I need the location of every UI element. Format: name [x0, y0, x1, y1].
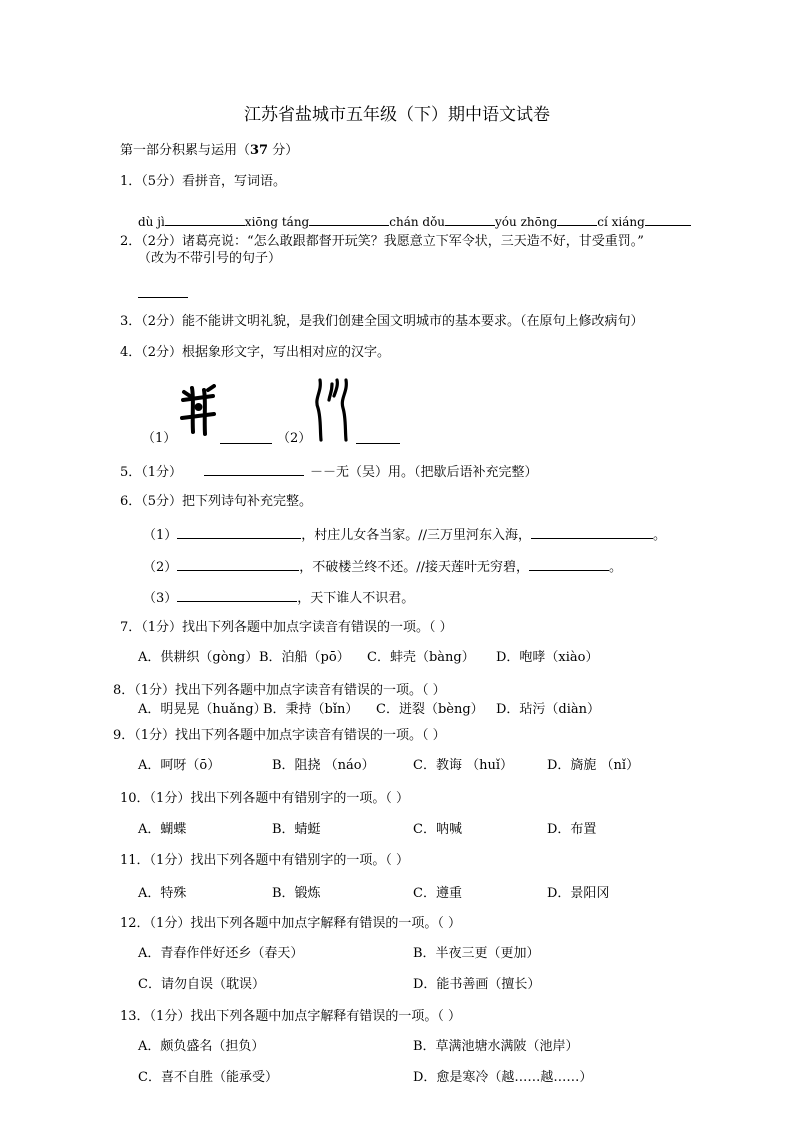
- q7-option-a[interactable]: [138, 650, 258, 666]
- q10-option-b[interactable]: B．蜻蜓: [272, 822, 321, 837]
- q1-pinyin-row: [138, 212, 691, 230]
- q11-option-d[interactable]: D．景阳冈: [547, 886, 610, 901]
- q8-option-c[interactable]: C．迸裂（bèng）: [376, 702, 484, 717]
- q6-label-1: （1）: [143, 528, 178, 543]
- q13-stem: 13．（1分）找出下列各题中加点字解释有错误的一项。（ ）: [120, 1009, 461, 1024]
- q6-mid-3: ，天下谁人不识君。: [297, 591, 415, 606]
- q4-stem: 4．（2分）根据象形文字，写出相对应的汉字。: [120, 345, 391, 360]
- q12-stem: 12．（1分）找出下列各题中加点字解释有错误的一项。（ ）: [120, 916, 461, 931]
- q7-stem: 7．（1分）找出下列各题中加点字读音有错误的一项。（ ）: [120, 620, 453, 635]
- q8-stem: 8．（1分）找出下列各题中加点字读音有错误的一项。（ ）: [113, 683, 446, 698]
- q11-option-b[interactable]: B．锻炼: [272, 886, 321, 901]
- q6-line-3: [143, 588, 414, 607]
- answer-blank[interactable]: [445, 212, 495, 226]
- q9-option-c[interactable]: C．教诲 （huǐ）: [413, 758, 513, 773]
- q13-option-b[interactable]: B．草满池塘水满陂（池岸）: [413, 1039, 579, 1054]
- q6-end-1: 。: [653, 528, 667, 543]
- q12-option-d[interactable]: D．能书善画（擅长）: [413, 977, 541, 992]
- q1-pinyin-1: dù jì: [138, 215, 165, 229]
- q9-stem: 9．（1分）找出下列各题中加点字读音有错误的一项。（ ）: [113, 728, 446, 743]
- section-suffix: 分）: [268, 143, 299, 158]
- q9-option-d[interactable]: D．旖旎 （nǐ）: [547, 758, 640, 773]
- q6-line-2: [143, 557, 622, 576]
- q1-pinyin-5: cí xiáng: [597, 215, 645, 229]
- answer-blank[interactable]: [220, 430, 272, 444]
- q13-option-a[interactable]: A．颇负盛名（担负）: [138, 1039, 265, 1054]
- ancient-jing-glyph-icon: [180, 384, 216, 438]
- answer-blank[interactable]: [529, 557, 609, 571]
- q6-mid-2: ，不破楼兰终不还。//接天莲叶无穷碧，: [299, 560, 530, 575]
- q6-mid-1: ，村庄儿女各当家。//三万里河东入海，: [301, 528, 532, 543]
- q11-option-a[interactable]: A．特殊: [138, 886, 187, 901]
- section-prefix: 第一部分积累与运用（: [120, 143, 251, 158]
- q13-option-c[interactable]: C．喜不自胜（能承受）: [138, 1070, 278, 1085]
- answer-blank[interactable]: [165, 212, 245, 226]
- q1-stem: 1．（5分）看拼音，写词语。: [120, 174, 287, 189]
- q9-option-a[interactable]: A．呵呀（ō）: [138, 758, 221, 773]
- exam-title: 江苏省盐城市五年级（下）期中语文试卷: [244, 105, 550, 125]
- q6-label-3: （3）: [143, 591, 178, 606]
- q12-option-c[interactable]: C．请勿自误（耽误）: [138, 977, 265, 992]
- q5-rest: －－无（吴）用。（把歇后语补充完整）: [310, 465, 538, 480]
- answer-blank[interactable]: [557, 212, 597, 226]
- answer-blank[interactable]: [177, 525, 301, 539]
- q4-label-2: （2）: [277, 431, 312, 446]
- q7-a-text: A．供耕织（: [138, 650, 213, 665]
- section-score: 37: [250, 143, 269, 158]
- answer-blank[interactable]: [204, 462, 304, 476]
- q6-end-2: 。: [609, 560, 623, 575]
- q9-option-b[interactable]: B．阻挠 （náo）: [272, 758, 375, 773]
- answer-blank[interactable]: [309, 212, 389, 226]
- q6-stem: 6．（5分）把下列诗句补充完整。: [120, 494, 313, 509]
- section-heading: [120, 143, 298, 159]
- q4-label-1: （1）: [142, 431, 177, 446]
- q10-stem: 10．（1分）找出下列各题中有错别字的一项。（ ）: [120, 791, 409, 806]
- q1-pinyin-2: xiōng táng: [244, 215, 310, 229]
- q8-option-b[interactable]: B．秉持（bǐn）: [263, 702, 359, 717]
- ancient-chuan-glyph-icon: [310, 378, 354, 442]
- q6-line-1: [143, 525, 666, 544]
- answer-blank[interactable]: [356, 430, 400, 444]
- q1-pinyin-4: yóu zhōng: [495, 215, 558, 229]
- q12-option-a[interactable]: A．青春作伴好还乡（春天）: [138, 946, 304, 961]
- q10-option-d[interactable]: D．布置: [547, 822, 597, 837]
- q2-note: （改为不带引号的句子）: [138, 251, 282, 266]
- q10-option-a[interactable]: A．蝴蝶: [138, 822, 187, 837]
- answer-blank[interactable]: [645, 212, 691, 226]
- q10-option-c[interactable]: C．呐喊: [413, 822, 462, 837]
- answer-blank[interactable]: [177, 557, 299, 571]
- answer-blank[interactable]: [138, 284, 188, 298]
- q12-option-b[interactable]: B．半夜三更（更加）: [413, 946, 540, 961]
- q6-label-2: （2）: [143, 560, 178, 575]
- q7-a-close: ）: [245, 650, 259, 665]
- q2-stem: 2．（2分）诸葛亮说：“怎么敢跟都督开玩笑？我愿意立下军令状，三天造不好，甘受重罚。”: [120, 234, 644, 249]
- q1-pinyin-3: chán dǒu: [389, 215, 446, 229]
- q5-num: 5．（1分）: [120, 465, 183, 480]
- q7-option-c[interactable]: C．蚌壳（bàng）: [367, 650, 475, 665]
- q13-option-d[interactable]: D．愈是寒冷（越……越……）: [413, 1070, 593, 1085]
- answer-blank[interactable]: [531, 525, 653, 539]
- q7-option-d[interactable]: D．咆哮（xiào）: [496, 650, 599, 665]
- q11-option-c[interactable]: C．遵重: [413, 886, 462, 901]
- q7-a-pinyin: gòng: [212, 650, 246, 665]
- q5-line: [120, 462, 538, 481]
- q7-option-b[interactable]: B．泊船（pō）: [259, 650, 350, 665]
- q11-stem: 11．（1分）找出下列各题中有错别字的一项。（ ）: [120, 853, 409, 868]
- q8-option-d[interactable]: D．玷污（diàn）: [496, 702, 601, 717]
- q3-stem: 3．（2分）能不能讲文明礼貌，是我们创建全国文明城市的基本要求。（在原句上修改病句）: [120, 314, 644, 329]
- q8-option-a[interactable]: A．明晃晃（huǎng）: [138, 702, 267, 717]
- answer-blank[interactable]: [177, 588, 297, 602]
